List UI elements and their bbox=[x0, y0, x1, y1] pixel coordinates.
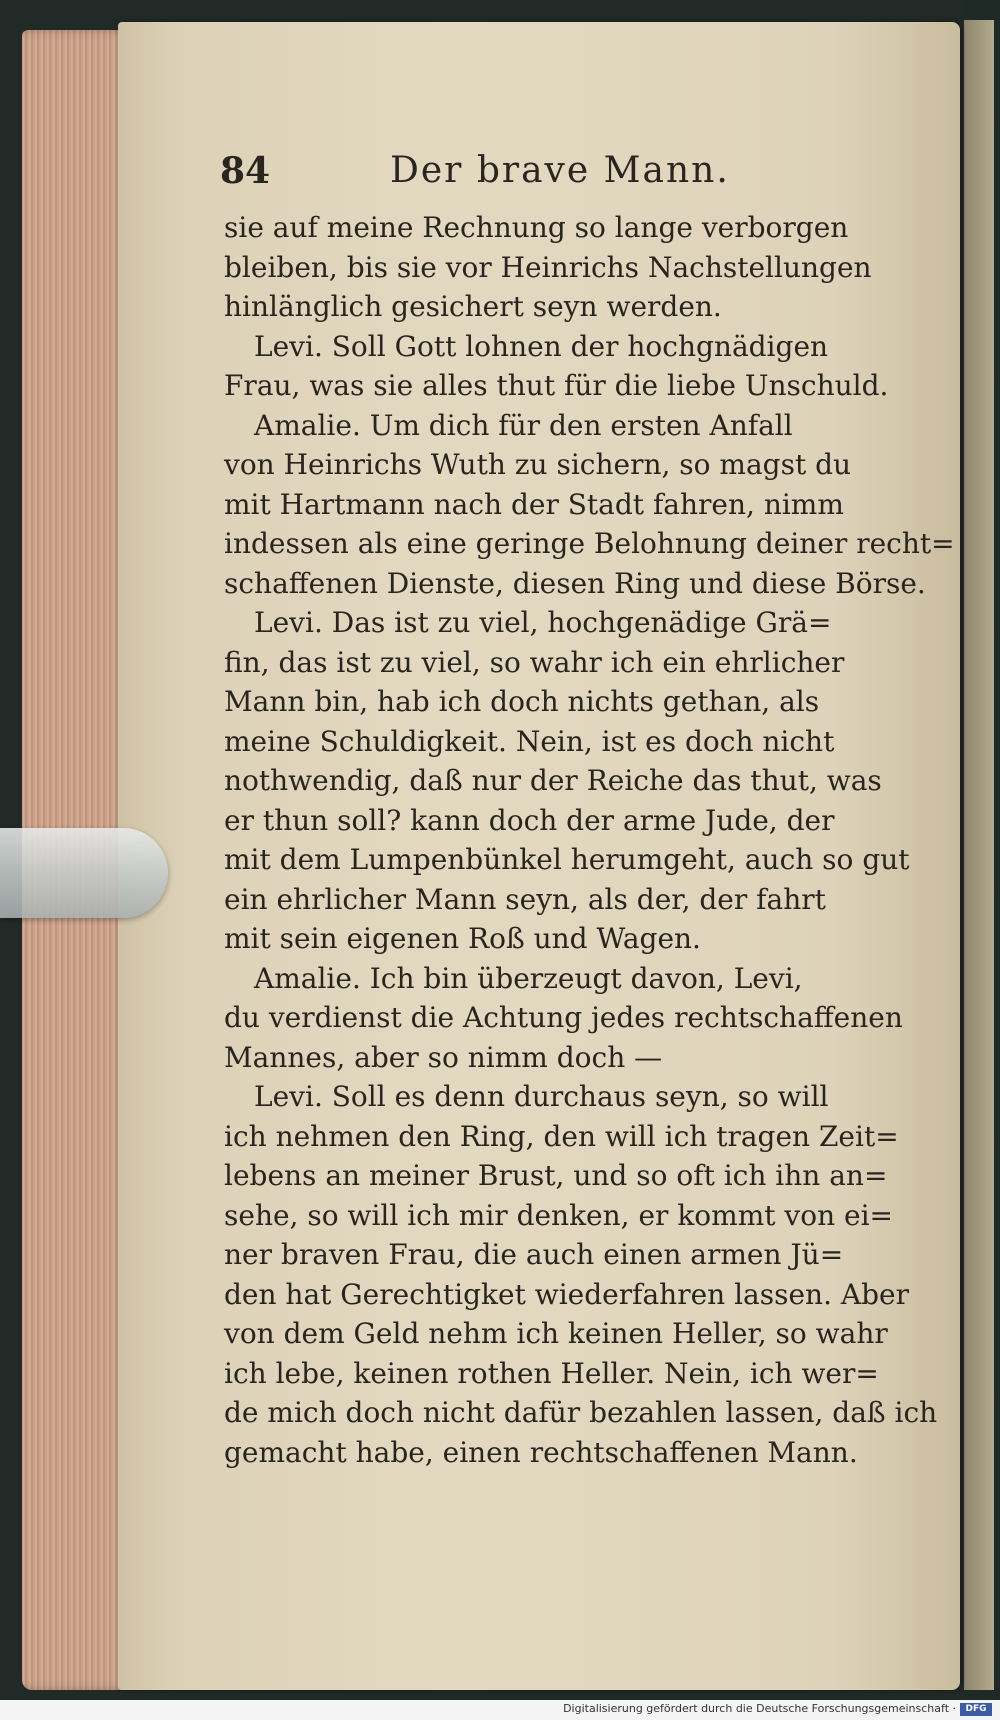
text-line: Levi. Soll Gott lohnen der hochgnädigen bbox=[254, 329, 829, 363]
footer-credit: Digitalisierung gefördert durch die Deutsche Forschungsgemeinschaft · bbox=[563, 1702, 956, 1715]
text-line: Mann bin, hab ich doch nichts gethan, als bbox=[224, 685, 820, 718]
page-header bbox=[220, 150, 740, 190]
text-line: hinlänglich gesichert seyn werden. bbox=[224, 290, 722, 323]
digitization-footer bbox=[0, 1700, 1000, 1720]
text-line: mit sein eigenen Roß und Wagen. bbox=[224, 922, 701, 955]
text-line: ich lebe, keinen rothen Heller. Nein, ich wer= bbox=[224, 1356, 879, 1390]
text-line: Amalie. Ich bin überzeugt davon, Levi, bbox=[254, 961, 803, 995]
text-line: sehe, so will ich mir denken, er kommt von ei= bbox=[224, 1198, 893, 1232]
page-holder-clip bbox=[0, 828, 168, 918]
text-line: bleiben, bis sie vor Heinrichs Nachstellungen bbox=[224, 250, 872, 284]
next-page-edge bbox=[964, 20, 994, 1690]
text-line: von Heinrichs Wuth zu sichern, so magst du bbox=[224, 448, 852, 481]
text-line: ich nehmen den Ring, den will ich tragen Zeit= bbox=[224, 1119, 899, 1153]
text-line: sie auf meine Rechnung so lange verborgen bbox=[224, 211, 849, 244]
text-line: gemacht habe, einen rechtschaffenen Mann. bbox=[224, 1435, 858, 1469]
text-line: mit dem Lumpenbünkel herumgeht, auch so gut bbox=[224, 843, 910, 876]
text-line: du verdienst die Achtung jedes rechtschaffenen bbox=[224, 1001, 903, 1034]
text-line: schaffenen Dienste, diesen Ring und diese Börse. bbox=[224, 566, 926, 600]
text-line: Amalie. Um dich für den ersten Anfall bbox=[254, 408, 793, 442]
text-line: indessen als eine geringe Belohnung deiner recht= bbox=[224, 527, 955, 560]
text-line: mit Hartmann nach der Stadt fahren, nimm bbox=[224, 487, 844, 521]
dfg-logo-icon: DFG bbox=[960, 1703, 992, 1716]
text-line: ner braven Frau, die auch einen armen Jü= bbox=[224, 1238, 844, 1271]
page-number: 84 bbox=[220, 150, 271, 192]
text-line: Frau, was sie alles thut für die liebe Unschuld. bbox=[224, 369, 889, 402]
text-line: Mannes, aber so nimm doch — bbox=[224, 1040, 663, 1074]
text-line: Levi. Das ist zu viel, hochgenädige Grä= bbox=[254, 606, 832, 639]
running-title: Der brave Mann. bbox=[390, 150, 730, 191]
text-line: meine Schuldigkeit. Nein, ist es doch nicht bbox=[224, 724, 835, 758]
text-line: fin, das ist zu viel, so wahr ich ein ehrlicher bbox=[224, 645, 845, 679]
text-line: Levi. Soll es denn durchaus seyn, so will bbox=[254, 1080, 829, 1113]
text-line: von dem Geld nehm ich keinen Heller, so wahr bbox=[224, 1317, 888, 1350]
text-line: den hat Gerechtigket wiederfahren lassen. Aber bbox=[224, 1277, 909, 1311]
page-body-text bbox=[224, 208, 955, 1472]
text-line: er thun soll? kann doch der arme Jude, der bbox=[224, 803, 835, 837]
text-line: nothwendig, daß nur der Reiche das thut, was bbox=[224, 764, 882, 797]
text-line: de mich doch nicht dafür bezahlen lassen, daß ich bbox=[224, 1396, 938, 1429]
text-line: lebens an meiner Brust, und so oft ich ihn an= bbox=[224, 1159, 888, 1192]
text-line: ein ehrlicher Mann seyn, als der, der fahrt bbox=[224, 882, 826, 916]
